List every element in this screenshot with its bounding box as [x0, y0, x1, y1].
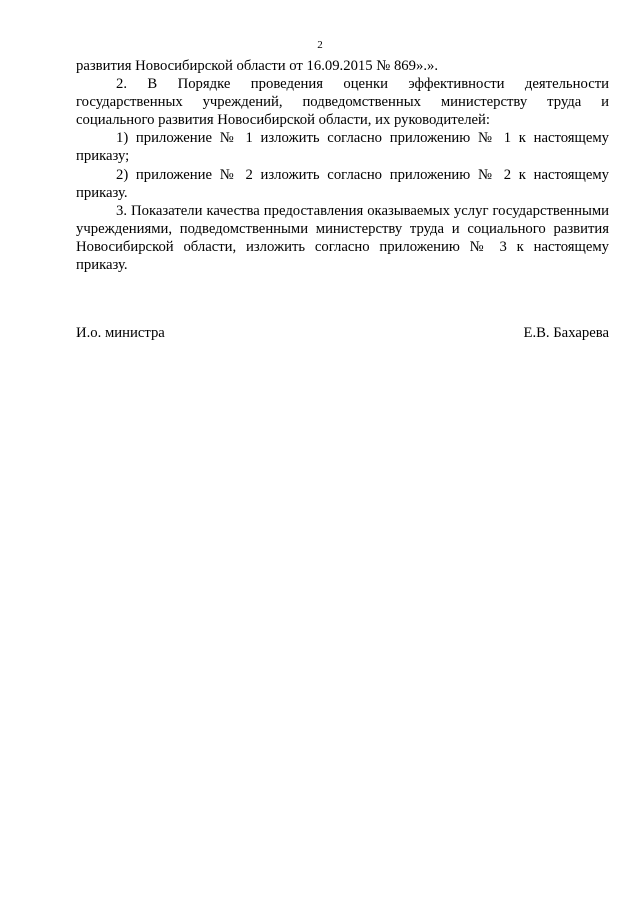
- document-body: [76, 57, 609, 274]
- page-number: 2: [317, 39, 323, 51]
- paragraph-item-2: 2. В Порядке проведения оценки эффективности деятельности государственных учреждений, подведомственных министерству труда и социального развития Новосибирской области, их руководителей:: [76, 76, 609, 129]
- signatory-name: Е.В. Бахарева: [523, 325, 609, 341]
- paragraph-subitem-1: 1) приложение № 1 изложить согласно приложению № 1 к настоящему приказу;: [76, 130, 609, 165]
- paragraph-continuation: развития Новосибирской области от 16.09.2015 № 869».».: [76, 58, 439, 74]
- paragraph-item-3: 3. Показатели качества предоставления оказываемых услуг государственными учреждениями, подведомственными министерству труда и социального развития Новосибирской области, изложить согласно приложению № 3 к настоящему приказу.: [76, 202, 609, 274]
- signatory-position: И.о. министра: [76, 325, 165, 341]
- signature-block: [76, 324, 609, 344]
- paragraph-subitem-2: 2) приложение № 2 изложить согласно приложению № 2 к настоящему приказу.: [76, 166, 609, 201]
